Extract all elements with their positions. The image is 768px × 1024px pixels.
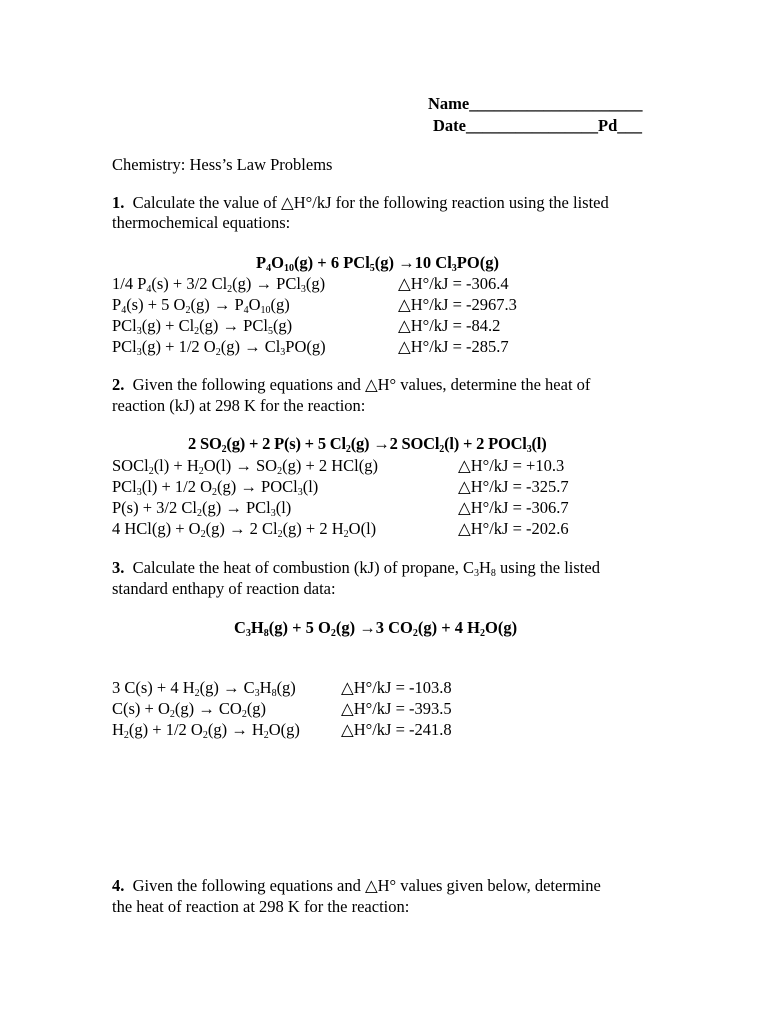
problem-2-text-line2: reaction (kJ) at 298 K for the reaction: [112,396,366,415]
problem-2-dh-3: △H°/kJ = -306.7 [458,498,569,517]
problem-3-prompt: 3. Calculate the heat of combustion (kJ) of propane, $C_3H_8$ using the listed [112,558,600,579]
problem-1-text-line2: thermochemical equations: [112,213,291,232]
problem-3-dh-2: △H°/kJ = -393.5 [341,699,452,718]
date-field: Date________________Pd___ [433,116,642,135]
problem-1-dh-4: △H°/kJ = -285.7 [398,337,509,356]
problem-3-dh-3: △H°/kJ = -241.8 [341,720,452,739]
period-field: Pd [597,116,618,135]
problem-1-dh-1: △H°/kJ = -306.4 [398,274,509,293]
problem-1-equation-3: $PCl_3(g) + Cl_2(g) \to PCl_5(g)$ [112,316,293,337]
problem-3-text-line1: Calculate the heat of combustion (kJ) of propane, $C_3H_8$ using the listed [132,558,600,579]
problem-2-dh-2: △H°/kJ = -325.7 [458,477,569,496]
problem-2-dh-1: △H°/kJ = +10.3 [458,456,565,475]
problem-1-dh-3: △H°/kJ = -84.2 [398,316,501,335]
problem-2-equation-1: SOCl$_2$(l) + $H_2O(l) \to SO_2(g) + 2$ HCl(g) [112,456,378,477]
problem-2-text-line1: Given the following equations and △H° values, determine the heat of [132,375,591,394]
problem-2-prompt: 2. Given the following equations and △H° values, determine the heat of [112,375,591,394]
problem-2-equation-2: PCl$_3$(l) + 1/2 $O_2(g)$ → POCl$_3$(l) [112,477,319,498]
problem-4-prompt: 4. Given the following equations and △H° values given below, determine [112,876,601,895]
problem-4-text-line2: the heat of reaction at 298 K for the reaction: [112,897,410,916]
problem-2-equation-4: 4 $HCl(g) + O_2(g) \to 2$ $Cl_2(g) + 2$ $H_2O(l)$ [112,519,377,540]
problem-1-dh-2: △H°/kJ = -2967.3 [398,295,517,314]
problem-1-prompt: 1. Calculate the value of △H°/kJ for the following reaction using the listed [112,193,609,212]
problem-3-dh-1: △H°/kJ = -103.8 [341,678,452,697]
name-field: Name_____________________ [428,94,643,113]
problem-1-equation-2: $P_4(s) + 5$ $O_2(g) \to P_4O_{10}(g)$ [112,295,290,316]
problem-1-equation-1: 1/4 $P_4(s) + 3/2$ $Cl_2(g) \to PCl_3(g)$ [112,274,326,295]
problem-3-target-equation: $C_3H_8(g) + 5$ $O_2(g) \to 3$ $CO_2(g) + 4$ $H_2O(g)$ [234,618,518,639]
problem-3-text-line2: standard enthapy of reaction data: [112,579,336,598]
problem-1-text-line1: Calculate the value of △H°/kJ for the following reaction using the listed [132,193,609,212]
problem-3-equation-2: $C(s) + O_2(g) \to CO_2(g)$ [112,699,267,720]
problem-3-equation-1: 3 C(s) + 4 $H_2(g) \to C_3H_8(g)$ [112,678,296,699]
problem-2-equation-3: P(s) + 3/2 $Cl_2(g) \to PCl_3(l)$ [112,498,292,519]
problem-2-dh-4: △H°/kJ = -202.6 [458,519,569,538]
page-title: Chemistry: Hess’s Law Problems [112,155,333,174]
problem-3-equation-3: $H_2(g) + 1/2$ $O_2(g) \to H_2O(g)$ [112,720,300,741]
problem-2-target-equation: 2 $SO_2(g) + 2$ P(s) + 5 $Cl_2(g) \to 2$ SOCl$_2$(l) + 2 POCl$_3$(l) [188,434,547,455]
problem-1-equation-4: PCl$_3$(g) + 1/2 $O_2(g) \to Cl_3PO(g)$ [112,337,326,358]
problem-1-target-equation: $P_4O_{10}(g) + 6$ PCl$_5$(g) →10 $Cl_3PO(g)$ [256,253,499,274]
problem-4-text-line1: Given the following equations and △H° values given below, determine [132,876,601,895]
